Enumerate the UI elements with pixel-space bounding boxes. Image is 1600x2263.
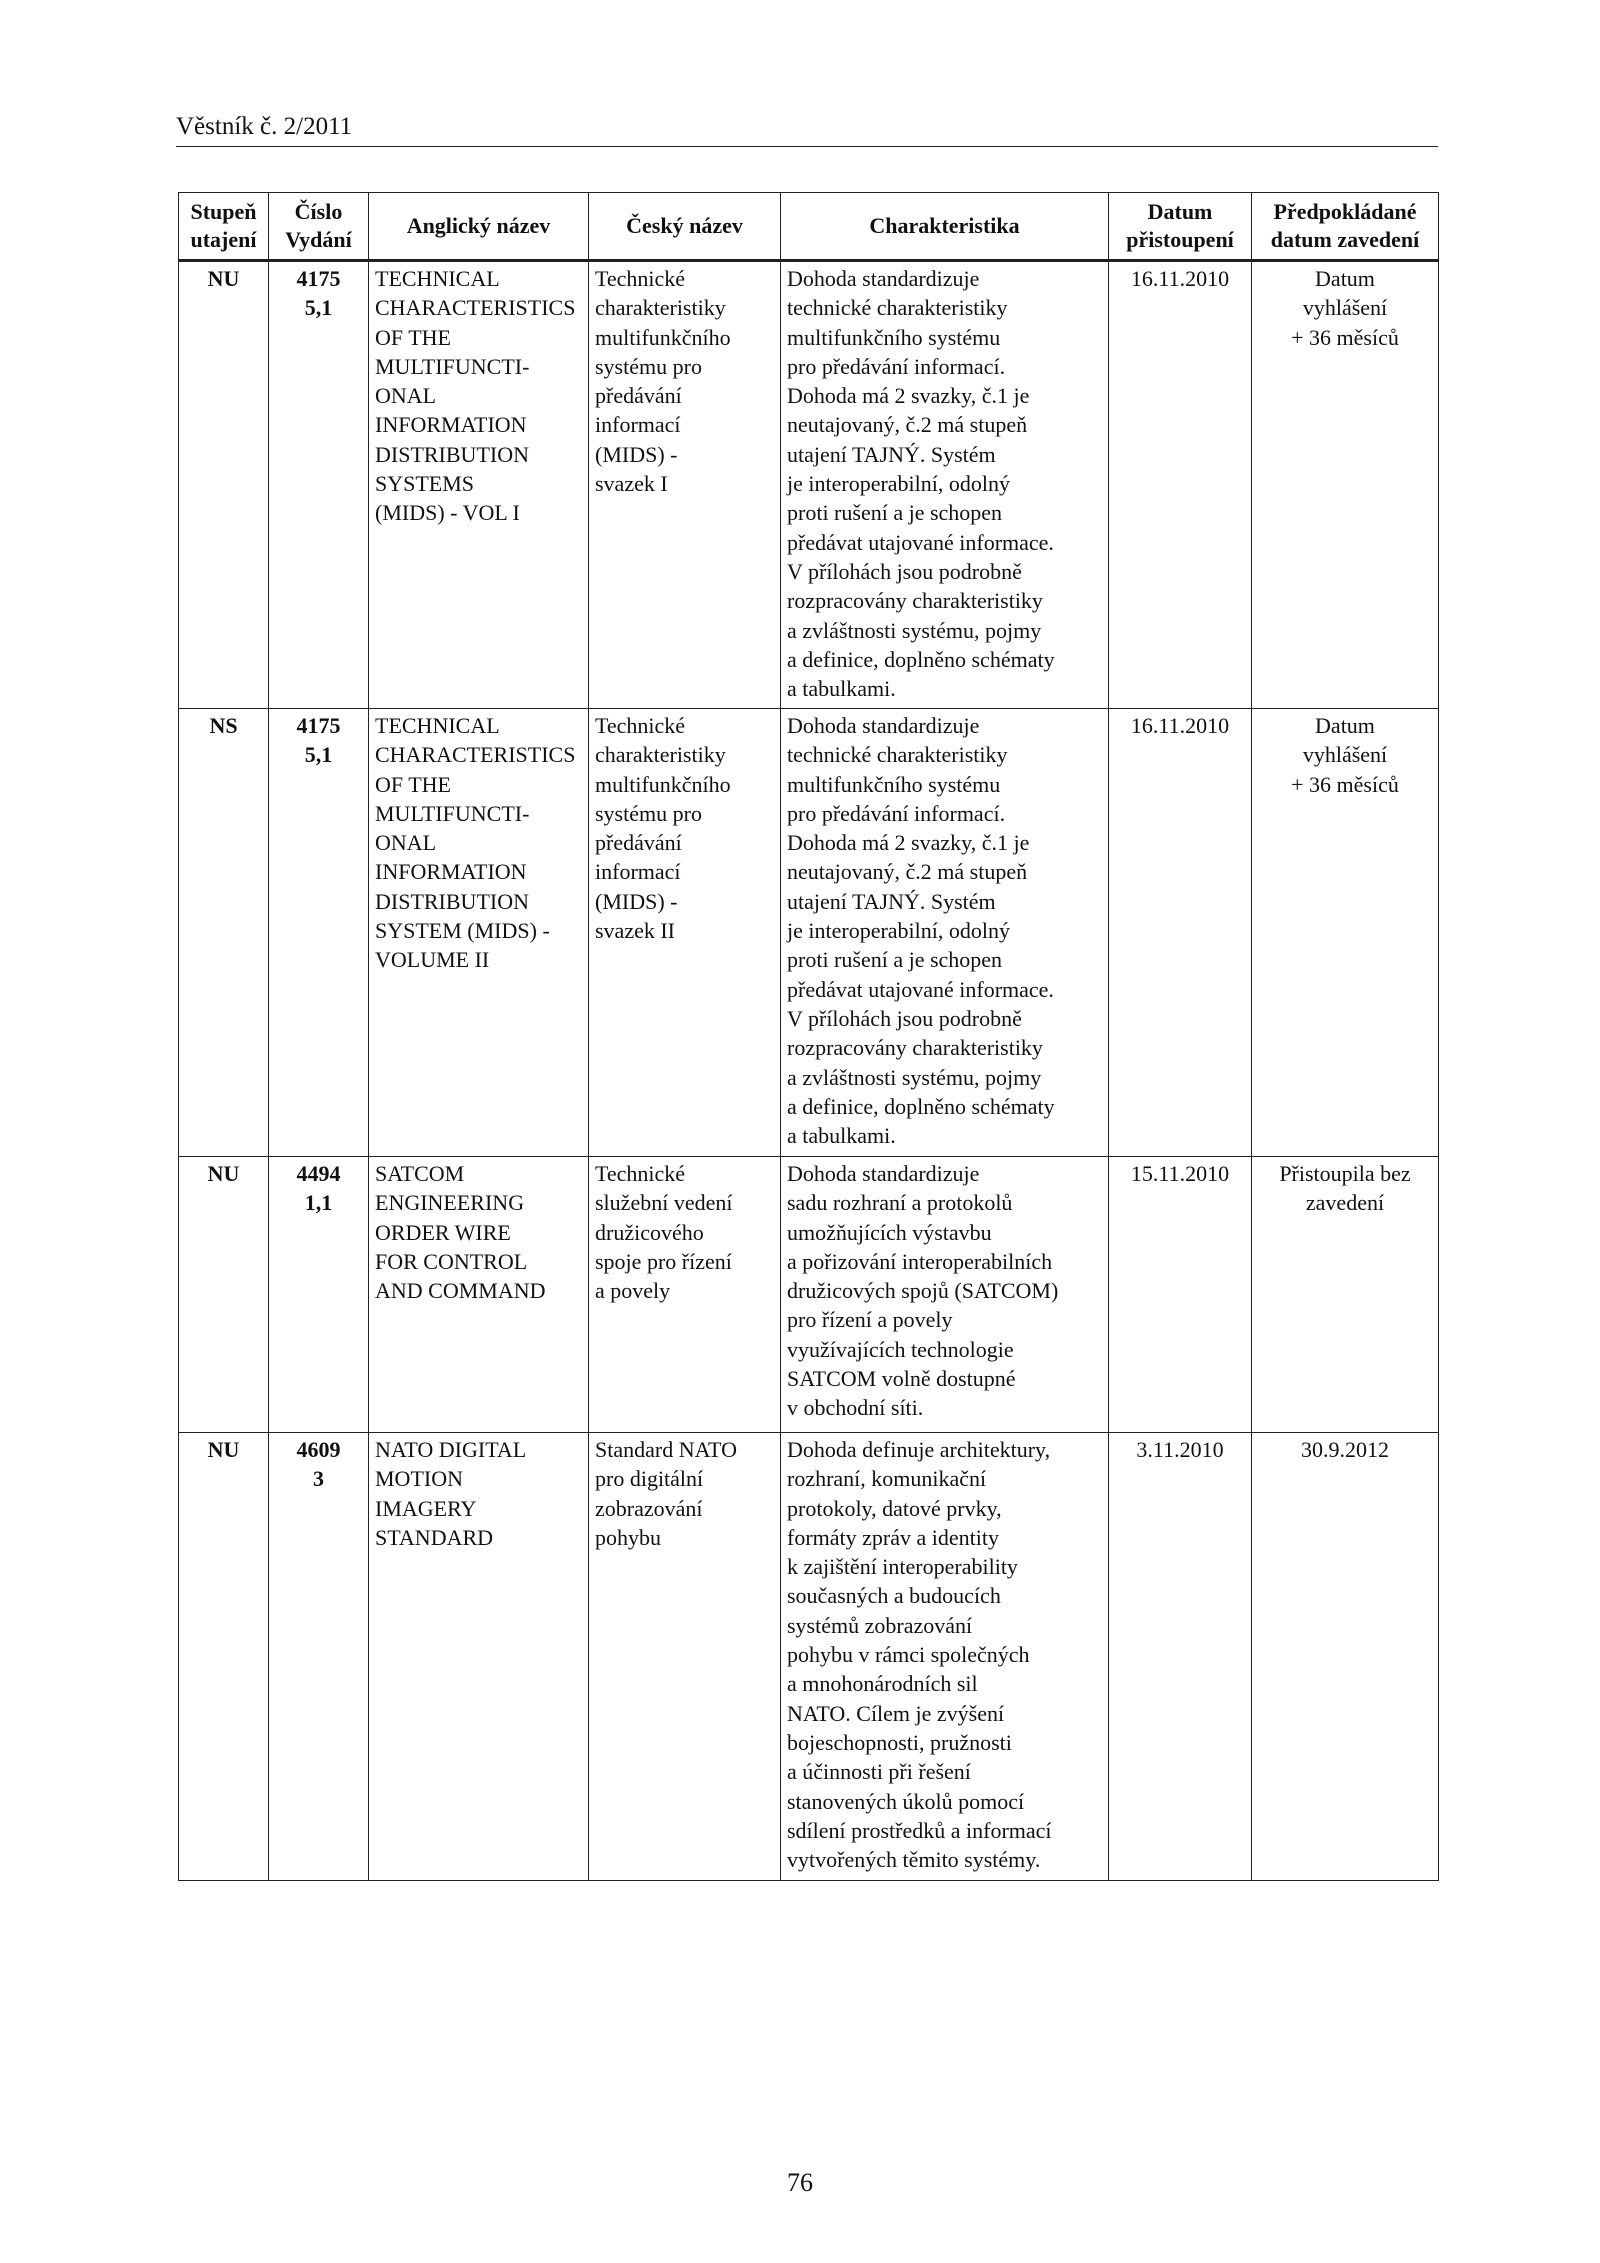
column-header-line: datum zavedení <box>1270 227 1420 252</box>
implementation-date-cell <box>1252 1433 1439 1881</box>
column-header-datum-zavedeni <box>1252 193 1439 261</box>
english-name-cell-line: ORDER WIRE <box>375 1219 511 1245</box>
column-header-line: Český název <box>626 213 743 238</box>
stanag-number-cell <box>269 1433 369 1881</box>
table-row <box>179 709 1439 1157</box>
characteristics-cell-line: a mnohonárodních sil <box>787 1671 978 1697</box>
column-header-line: Stupeň <box>190 199 257 224</box>
characteristics-cell-line: a definice, doplněno schématy <box>787 1093 1055 1119</box>
english-name-cell-line: CHARACTERISTICS <box>375 295 576 321</box>
english-name-cell-line: INFORMATION <box>375 859 527 885</box>
characteristics-cell-line: neutajovaný, č.2 má stupeň <box>787 412 1028 438</box>
classification-cell: NS <box>179 709 269 1157</box>
characteristics-cell-line: formáty zpráv a identity <box>787 1524 999 1550</box>
characteristics-cell-line: sadu rozhraní a protokolů <box>787 1190 1013 1216</box>
english-name-cell-line: AND COMMAND <box>375 1278 546 1304</box>
characteristics-cell-line: Dohoda má 2 svazky, č.1 je <box>787 830 1030 856</box>
characteristics-cell-line: předávat utajované informace. <box>787 529 1054 555</box>
english-name-cell <box>369 1157 589 1433</box>
english-name-cell-line: VOLUME II <box>375 947 490 973</box>
table-row <box>179 1433 1439 1881</box>
characteristics-cell-line: pro předávání informací. <box>787 353 1006 379</box>
english-name-cell-line: SYSTEMS <box>375 471 475 497</box>
characteristics-cell-line: předávat utajované informace. <box>787 976 1054 1002</box>
characteristics-cell-line: rozhraní, komunikační <box>787 1466 987 1492</box>
czech-name-cell-line: pohybu <box>595 1524 661 1550</box>
column-header-datum-pristoupeni <box>1109 193 1252 261</box>
implementation-date-cell-line: Datum <box>1315 713 1375 738</box>
implementation-date-cell-line: + 36 měsíců <box>1291 771 1399 797</box>
czech-name-cell-line: charakteristiky <box>595 742 726 768</box>
english-name-cell-line: MOTION <box>375 1466 463 1492</box>
column-header-cesky-nazev <box>589 193 781 261</box>
czech-name-cell-line: předávání <box>595 383 682 409</box>
characteristics-cell-line: NATO. Cílem je zvýšení <box>787 1700 1005 1726</box>
characteristics-cell-line: umožňujících výstavbu <box>787 1219 992 1245</box>
column-header-line: Datum <box>1147 199 1213 224</box>
characteristics-cell-line: technické charakteristiky <box>787 742 1008 768</box>
czech-name-cell-line: předávání <box>595 830 682 856</box>
characteristics-cell-line: V přílohách jsou podrobně <box>787 558 1022 584</box>
english-name-cell-line: OF THE <box>375 771 451 797</box>
characteristics-cell-line: Dohoda standardizuje <box>787 713 980 738</box>
characteristics-cell-line: multifunkčního systému <box>787 771 1001 797</box>
characteristics-cell-line: a pořizování interoperabilních <box>787 1248 1053 1274</box>
characteristics-cell-line: neutajovaný, č.2 má stupeň <box>787 859 1028 885</box>
characteristics-cell-line: V přílohách jsou podrobně <box>787 1005 1022 1031</box>
characteristics-cell <box>781 709 1109 1157</box>
column-header-stupen-utajeni <box>179 193 269 261</box>
implementation-date-cell <box>1252 261 1439 709</box>
classification-cell: NU <box>179 261 269 709</box>
implementation-date-cell-line: 30.9.2012 <box>1301 1437 1389 1462</box>
english-name-cell-line: NATO DIGITAL <box>375 1437 527 1462</box>
characteristics-cell-line: multifunkčního systému <box>787 324 1001 350</box>
characteristics-cell-line: využívajících technologie <box>787 1336 1014 1362</box>
czech-name-cell-line: spoje pro řízení <box>595 1248 732 1274</box>
czech-name-cell-line: Technické <box>595 1161 686 1186</box>
czech-name-cell <box>589 1157 781 1433</box>
czech-name-cell-line: systému pro <box>595 353 702 379</box>
column-header-line: přistoupení <box>1126 227 1234 252</box>
czech-name-cell-line: Technické <box>595 266 686 291</box>
characteristics-cell-line: a účinnosti při řešení <box>787 1759 971 1785</box>
stanag-number-cell <box>269 261 369 709</box>
czech-name-cell-line: (MIDS) - <box>595 441 678 467</box>
classification-cell: NU <box>179 1433 269 1881</box>
czech-name-cell-line: informací <box>595 859 681 885</box>
czech-name-cell-line: zobrazování <box>595 1495 703 1521</box>
implementation-date-cell-line: Přistoupila bez <box>1279 1161 1411 1186</box>
english-name-cell-line: INFORMATION <box>375 412 527 438</box>
column-header-line: utajení <box>190 227 257 252</box>
characteristics-cell-line: Dohoda definuje architektury, <box>787 1437 1051 1462</box>
english-name-cell <box>369 1433 589 1881</box>
english-name-cell-line: ONAL <box>375 383 437 409</box>
english-name-cell-line: STANDARD <box>375 1524 494 1550</box>
characteristics-cell-line: a tabulkami. <box>787 1123 896 1149</box>
stanag-number-cell-line: 4175 <box>296 713 341 738</box>
stanag-number-cell-line: 4175 <box>296 266 341 291</box>
implementation-date-cell <box>1252 1157 1439 1433</box>
stanag-number-cell-line: 4494 <box>296 1161 341 1186</box>
characteristics-cell-line: pohybu v rámci společných <box>787 1642 1030 1668</box>
characteristics-cell-line: k zajištění interoperability <box>787 1554 1018 1580</box>
characteristics-cell-line: SATCOM volně dostupné <box>787 1366 1016 1392</box>
implementation-date-cell-line: vyhlášení <box>1302 295 1388 321</box>
czech-name-cell-line: multifunkčního <box>595 771 731 797</box>
english-name-cell-line: DISTRIBUTION <box>375 441 529 467</box>
english-name-cell-line: TECHNICAL <box>375 713 500 738</box>
characteristics-cell-line: stanovených úkolů pomocí <box>787 1788 1025 1814</box>
implementation-date-cell-line: zavedení <box>1305 1190 1385 1216</box>
column-header-charakteristika <box>781 193 1109 261</box>
characteristics-cell <box>781 261 1109 709</box>
english-name-cell-line: (MIDS) - VOL I <box>375 500 520 526</box>
czech-name-cell-line: systému pro <box>595 800 702 826</box>
column-header-line: Předpokládané <box>1273 199 1417 224</box>
english-name-cell-line: ENGINEERING <box>375 1190 525 1216</box>
stanag-number-cell <box>269 709 369 1157</box>
czech-name-cell-line: svazek I <box>595 471 668 497</box>
accession-date-cell: 16.11.2010 <box>1109 709 1252 1157</box>
english-name-cell-line: IMAGERY <box>375 1495 477 1521</box>
czech-name-cell-line: informací <box>595 412 681 438</box>
stanag-number-cell-line: 4609 <box>296 1437 341 1462</box>
characteristics-cell-line: pro řízení a povely <box>787 1307 953 1333</box>
english-name-cell-line: MULTIFUNCTI- <box>375 353 530 379</box>
czech-name-cell-line: Technické <box>595 713 686 738</box>
english-name-cell-line: SATCOM <box>375 1161 465 1186</box>
characteristics-cell-line: rozpracovány charakteristiky <box>787 1035 1043 1061</box>
czech-name-cell-line: družicového <box>595 1219 704 1245</box>
table-header-row <box>179 193 1439 261</box>
accession-date-cell: 15.11.2010 <box>1109 1157 1252 1433</box>
characteristics-cell-line: a zvláštnosti systému, pojmy <box>787 1064 1042 1090</box>
header-rule <box>176 146 1438 147</box>
column-header-line: Charakteristika <box>869 213 1020 238</box>
english-name-cell-line: DISTRIBUTION <box>375 888 529 914</box>
column-header-line: Anglický název <box>406 213 551 238</box>
stanag-number-cell-line: 5,1 <box>304 742 333 768</box>
czech-name-cell <box>589 261 781 709</box>
czech-name-cell-line: Standard NATO <box>595 1437 737 1462</box>
column-header-line: Vydání <box>285 227 352 252</box>
characteristics-cell-line: a definice, doplněno schématy <box>787 646 1055 672</box>
czech-name-cell <box>589 1433 781 1881</box>
czech-name-cell-line: svazek II <box>595 918 676 944</box>
stanag-number-cell-line: 5,1 <box>304 295 333 321</box>
characteristics-cell-line: vytvořených těmito systémy. <box>787 1847 1041 1873</box>
table-row <box>179 1157 1439 1433</box>
characteristics-cell-line: a tabulkami. <box>787 676 896 702</box>
english-name-cell-line: ONAL <box>375 830 437 856</box>
characteristics-cell-line: protokoly, datové prvky, <box>787 1495 1002 1521</box>
column-header-line: Číslo <box>294 199 343 224</box>
characteristics-cell <box>781 1433 1109 1881</box>
characteristics-cell-line: je interoperabilní, odolný <box>787 471 1010 497</box>
page-number: 76 <box>787 2168 813 2197</box>
characteristics-cell-line: je interoperabilní, odolný <box>787 918 1010 944</box>
characteristics-cell-line: a zvláštnosti systému, pojmy <box>787 617 1042 643</box>
stanag-number-cell-line: 1,1 <box>304 1190 333 1216</box>
characteristics-cell-line: v obchodní síti. <box>787 1395 924 1421</box>
accession-date-cell: 3.11.2010 <box>1109 1433 1252 1881</box>
standards-table <box>178 192 1439 1881</box>
english-name-cell-line: OF THE <box>375 324 451 350</box>
characteristics-cell-line: Dohoda standardizuje <box>787 1161 980 1186</box>
characteristics-cell-line: Dohoda má 2 svazky, č.1 je <box>787 383 1030 409</box>
table-row <box>179 261 1439 709</box>
characteristics-cell <box>781 1157 1109 1433</box>
classification-cell: NU <box>179 1157 269 1433</box>
column-header-cislo-vydani <box>269 193 369 261</box>
english-name-cell-line: TECHNICAL <box>375 266 500 291</box>
characteristics-cell-line: proti rušení a je schopen <box>787 500 1003 526</box>
characteristics-cell-line: sdílení prostředků a informací <box>787 1817 1052 1843</box>
characteristics-cell-line: Dohoda standardizuje <box>787 266 980 291</box>
english-name-cell-line: SYSTEM (MIDS) - <box>375 918 550 944</box>
characteristics-cell-line: utajení TAJNÝ. Systém <box>787 888 996 914</box>
characteristics-cell-line: utajení TAJNÝ. Systém <box>787 441 996 467</box>
characteristics-cell-line: současných a budoucích <box>787 1583 1001 1609</box>
czech-name-cell-line: a povely <box>595 1278 671 1304</box>
implementation-date-cell <box>1252 709 1439 1157</box>
characteristics-cell-line: rozpracovány charakteristiky <box>787 588 1043 614</box>
characteristics-cell-line: bojeschopnosti, pružnosti <box>787 1729 1012 1755</box>
stanag-number-cell <box>269 1157 369 1433</box>
characteristics-cell-line: systémů zobrazování <box>787 1612 973 1638</box>
english-name-cell-line: MULTIFUNCTI- <box>375 800 530 826</box>
page-header: Věstník č. 2/2011 <box>176 113 353 140</box>
accession-date-cell: 16.11.2010 <box>1109 261 1252 709</box>
characteristics-cell-line: pro předávání informací. <box>787 800 1006 826</box>
implementation-date-cell-line: vyhlášení <box>1302 742 1388 768</box>
characteristics-cell-line: proti rušení a je schopen <box>787 947 1003 973</box>
czech-name-cell-line: pro digitální <box>595 1466 704 1492</box>
english-name-cell <box>369 261 589 709</box>
czech-name-cell <box>589 709 781 1157</box>
characteristics-cell-line: družicových spojů (SATCOM) <box>787 1278 1059 1304</box>
characteristics-cell-line: technické charakteristiky <box>787 295 1008 321</box>
english-name-cell-line: FOR CONTROL <box>375 1248 528 1274</box>
column-header-anglicky-nazev <box>369 193 589 261</box>
czech-name-cell-line: charakteristiky <box>595 295 726 321</box>
czech-name-cell-line: multifunkčního <box>595 324 731 350</box>
czech-name-cell-line: služební vedení <box>595 1190 733 1216</box>
czech-name-cell-line: (MIDS) - <box>595 888 678 914</box>
implementation-date-cell-line: Datum <box>1315 266 1375 291</box>
implementation-date-cell-line: + 36 měsíců <box>1291 324 1399 350</box>
english-name-cell-line: CHARACTERISTICS <box>375 742 576 768</box>
stanag-number-cell-line: 3 <box>313 1466 324 1492</box>
english-name-cell <box>369 709 589 1157</box>
